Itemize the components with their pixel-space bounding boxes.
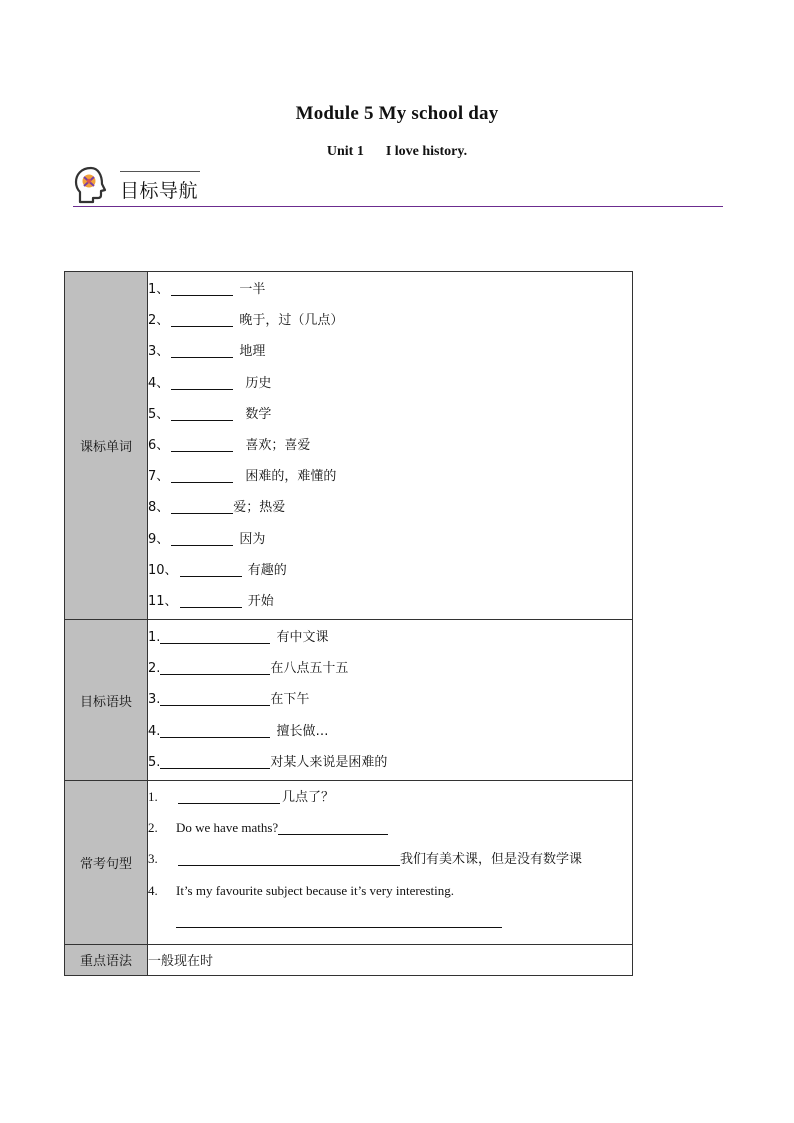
vocab-item-2: 2、 晚于，过（几点）	[148, 305, 632, 336]
grammar-row	[65, 944, 633, 975]
answer-blank[interactable]	[171, 373, 233, 390]
vocab-item-6: 6、 喜欢；喜爱	[148, 430, 632, 461]
phrases-category: 目标语块	[65, 620, 148, 781]
sentence-item-4-answer	[148, 906, 632, 940]
phrase-item-4: 4. 擅长做…	[148, 716, 632, 747]
answer-blank[interactable]	[171, 279, 233, 296]
answer-blank[interactable]	[178, 849, 400, 866]
answer-blank[interactable]	[171, 435, 233, 452]
unit-subtitle	[0, 144, 794, 160]
phrase-item-5: 5. 对某人来说是困难的	[148, 747, 632, 778]
phrase-item-2: 2. 在八点五十五	[148, 653, 632, 684]
unit-title: I love history.	[385, 144, 468, 159]
answer-blank[interactable]	[160, 658, 270, 675]
answer-blank[interactable]	[160, 689, 270, 706]
phrases-row	[65, 620, 633, 781]
sentence-item-3: 3. 我们有美术课，但是没有数学课	[148, 851, 583, 868]
sentence-item-4: 4. It’s my favourite subject because it’s very interesting.	[148, 882, 454, 898]
answer-blank[interactable]	[171, 310, 233, 327]
sentences-list	[148, 781, 633, 945]
answer-blank[interactable]	[278, 818, 388, 835]
answer-blank[interactable]	[171, 341, 233, 358]
answer-blank[interactable]	[180, 591, 242, 608]
vocab-item-3: 3、 地理	[148, 336, 632, 367]
answer-blank[interactable]	[176, 911, 502, 928]
page-title: Module 5 My school day	[295, 103, 499, 124]
grammar-content: 一般现在时	[148, 944, 633, 975]
sentence-item-2: 2. Do we have maths?	[148, 812, 632, 843]
answer-blank[interactable]	[178, 787, 280, 804]
section-header	[73, 166, 723, 210]
sentences-category: 常考句型	[65, 781, 148, 945]
vocab-item-5: 5、 数学	[148, 399, 632, 430]
answer-blank[interactable]	[180, 560, 242, 577]
vocab-item-1: 1、 一半	[148, 274, 632, 305]
vocab-row	[65, 272, 633, 620]
section-divider	[73, 206, 723, 207]
study-table	[64, 271, 633, 976]
vocab-item-11: 11、 开始	[148, 586, 632, 617]
brain-head-icon	[73, 166, 109, 206]
unit-label: Unit 1	[326, 144, 364, 159]
answer-blank[interactable]	[160, 627, 270, 644]
vocab-item-9: 9、 因为	[148, 524, 632, 555]
vocab-item-4: 4、 历史	[148, 368, 632, 399]
section-label: 目标导航	[120, 180, 199, 202]
phrase-item-1: 1. 有中文课	[148, 622, 632, 653]
grammar-category: 重点语法	[65, 944, 148, 975]
vocab-item-10: 10、 有趣的	[148, 555, 632, 586]
vocab-item-8: 8、 爱；热爱	[148, 492, 632, 523]
answer-blank[interactable]	[160, 721, 270, 738]
vocab-item-7: 7、 困难的，难懂的	[148, 461, 632, 492]
sentences-row	[65, 781, 633, 945]
answer-blank[interactable]	[171, 404, 233, 421]
answer-blank[interactable]	[160, 752, 270, 769]
vocab-category: 课标单词	[65, 272, 148, 620]
vocab-list	[148, 272, 633, 620]
heading-overline	[120, 171, 200, 172]
answer-blank[interactable]	[171, 529, 233, 546]
sentence-item-1: 1. 几点了？	[148, 789, 335, 805]
answer-blank[interactable]	[171, 466, 233, 483]
phrases-list	[148, 620, 633, 781]
answer-blank[interactable]	[171, 497, 233, 514]
phrase-item-3: 3. 在下午	[148, 684, 632, 715]
